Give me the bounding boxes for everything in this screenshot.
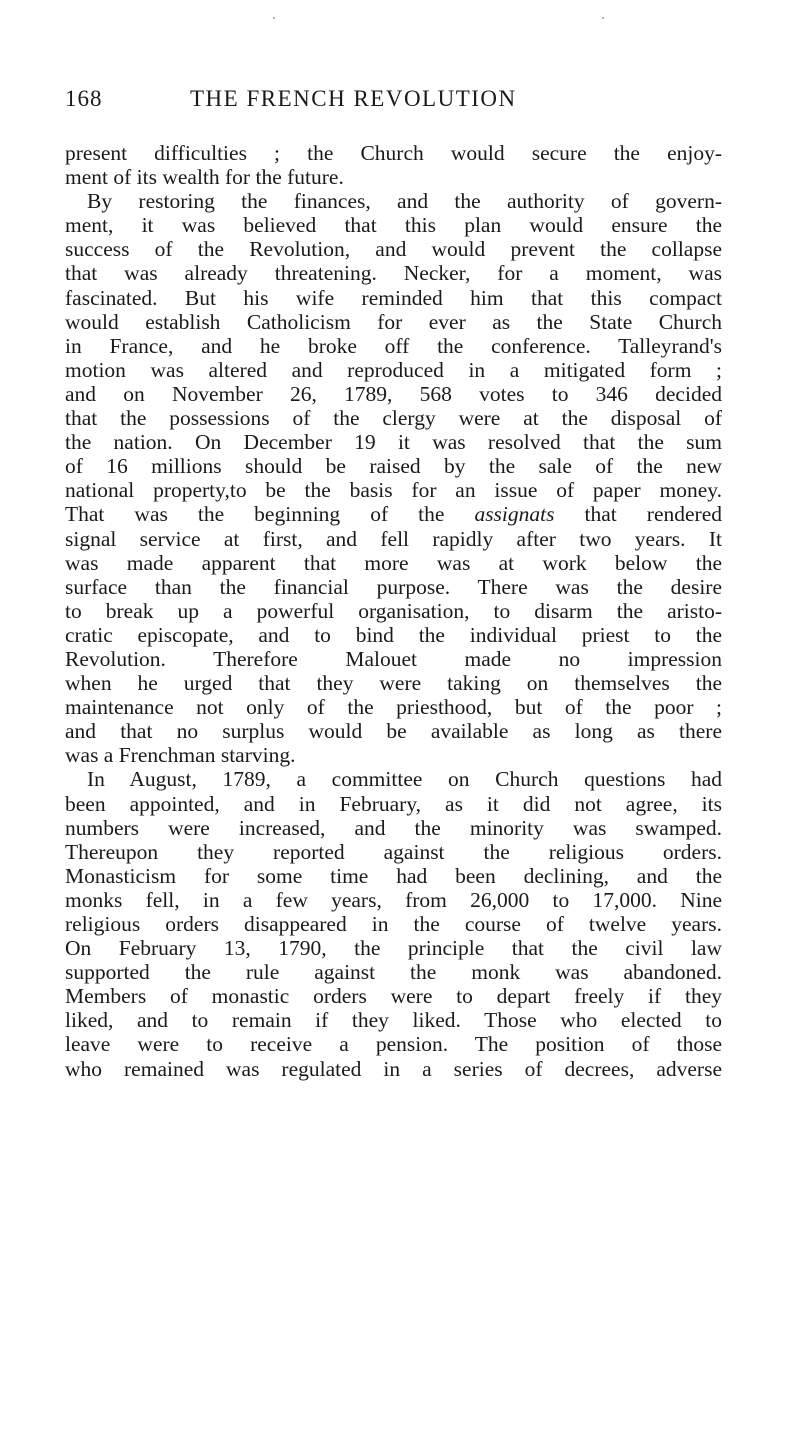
text-line: to break up a powerful organisation, to disarm the aristo-	[65, 598, 722, 623]
text-line: numbers were increased, and the minority was swamped.	[65, 815, 722, 840]
text-line: signal service at first, and fell rapidly after two years. It	[65, 526, 722, 551]
body-text	[65, 141, 722, 1081]
text-line: was made apparent that more was at work below the	[65, 550, 722, 575]
text-line: success of the Revolution, and would prevent the collapse	[65, 237, 722, 262]
text-line: In August, 1789, a committee on Church questions had	[87, 767, 722, 792]
scan-speck	[273, 17, 275, 19]
text-line: was a Frenchman starving.	[65, 743, 296, 768]
text-line: and on November 26, 1789, 568 votes to 346 decided	[65, 381, 722, 406]
text-line: national property,to be the basis for an issue of paper money.	[65, 478, 722, 503]
text-line: would establish Catholicism for ever as the State Church	[65, 309, 722, 334]
text-line: and that no surplus would be available as long as there	[65, 719, 722, 744]
text-line: liked, and to remain if they liked. Those who elected to	[65, 1008, 722, 1033]
text-line: maintenance not only of the priesthood, but of the poor ;	[65, 695, 722, 720]
text-line: Monasticism for some time had been declining, and the	[65, 863, 722, 888]
page-header	[65, 86, 725, 116]
text-line: fascinated. But his wife reminded him that this compact	[65, 285, 722, 310]
text-line: monks fell, in a few years, from 26,000 to 17,000. Nine	[65, 887, 722, 912]
text-line: Thereupon they reported against the religious orders.	[65, 839, 722, 864]
text-segment: That was the beginning of the	[65, 502, 475, 527]
italic-term: assignats	[474, 502, 555, 527]
text-line: motion was altered and reproduced in a mitigated form ;	[65, 357, 722, 382]
text-line: cratic episcopate, and to bind the individual priest to the	[65, 622, 722, 647]
text-line: of 16 millions should be raised by the sale of the new	[65, 454, 722, 479]
text-line: On February 13, 1790, the principle that the civil law	[65, 936, 722, 961]
text-line: in France, and he broke off the conference. Talleyrand's	[65, 333, 722, 358]
text-line: supported the rule against the monk was abandoned.	[65, 960, 722, 985]
text-line: By restoring the finances, and the authority of govern-	[87, 189, 722, 214]
text-line: Members of monastic orders were to depart freely if they	[65, 984, 722, 1009]
text-line: surface than the financial purpose. There was the desire	[65, 574, 722, 599]
running-title: THE FRENCH REVOLUTION	[190, 86, 517, 111]
text-line: that was already threatening. Necker, for a moment, was	[65, 261, 722, 286]
text-line: Revolution. Therefore Malouet made no impression	[65, 646, 722, 671]
text-line: been appointed, and in February, as it did not agree, its	[65, 791, 722, 816]
text-line: ment of its wealth for the future.	[65, 165, 344, 190]
text-line: leave were to receive a pension. The position of those	[65, 1032, 722, 1057]
text-line: that the possessions of the clergy were at the disposal of	[65, 406, 722, 431]
text-line: when he urged that they were taking on themselves the	[65, 671, 722, 696]
page-number: 168	[65, 86, 103, 111]
text-line: the nation. On December 19 it was resolved that the sum	[65, 430, 722, 455]
text-line: present difficulties ; the Church would secure the enjoy-	[65, 141, 722, 165]
text-line	[65, 502, 722, 526]
text-line: religious orders disappeared in the course of twelve years.	[65, 912, 722, 936]
text-line: ment, it was believed that this plan would ensure the	[65, 213, 722, 238]
text-segment: that rendered	[554, 502, 722, 527]
text-line: who remained was regulated in a series of decrees, adverse	[65, 1056, 722, 1081]
scan-speck	[602, 17, 604, 19]
